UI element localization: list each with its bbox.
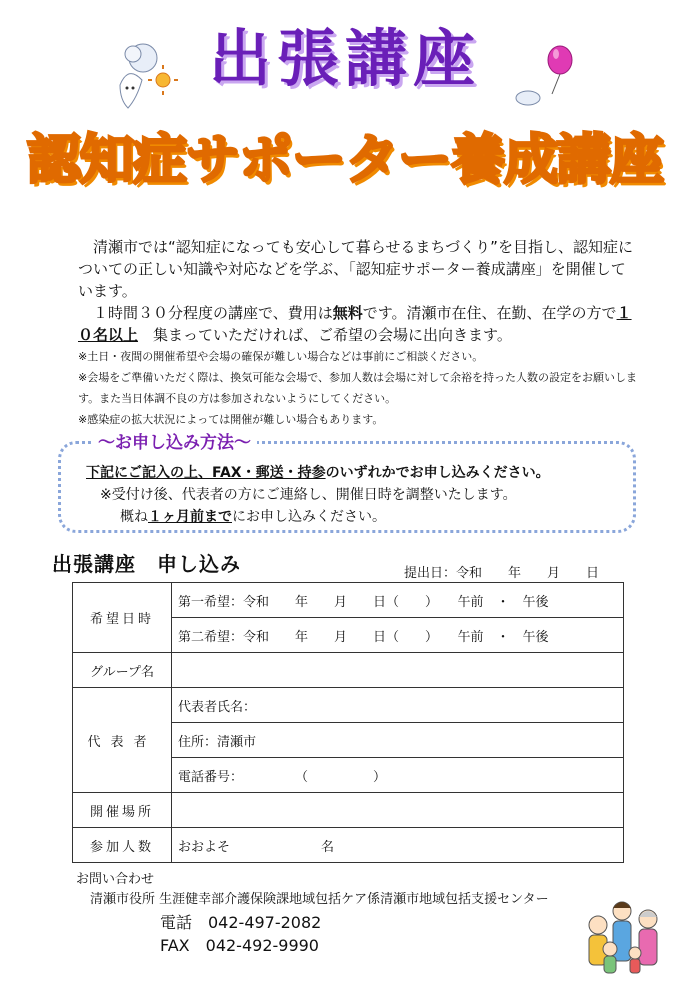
- contact-phone: 電話 042-497-2082: [160, 913, 322, 932]
- intro-paragraph-2: [78, 302, 638, 346]
- howto-line-1: [86, 462, 626, 484]
- howto-line-2: ※受付け後、代表者の方にご連絡し、開催日時を調整いたします。: [100, 487, 517, 503]
- date-first-choice[interactable]: 第一希望：令和 年 月 日（ ） 午前 ・ 午後: [172, 583, 624, 618]
- note-1: ※土日・夜間の開催希望や会場の確保が難しい場合などは事前にご相談ください。: [78, 350, 484, 363]
- note-2: ※会場をご準備いただく際は、換気可能な会場で、参加人数は会場に対して余裕を持った人数の設定をお願いします。また当日体調不良の方は参加されないようにしてください。: [78, 371, 637, 405]
- group-name-label: グループ名: [73, 653, 172, 688]
- deadline-highlight: １ヶ月前まで: [148, 509, 232, 525]
- howto-line-3-b: にお申し込みください。: [232, 509, 386, 525]
- intro-text-b: です。清瀬市在住、在勤、在学の方で: [362, 304, 617, 322]
- venue-label: 開催場所: [73, 793, 172, 828]
- contact-organization: 清瀬市役所 生涯健幸部介護保険課地域包括ケア係清瀬市地域包括支援センター: [90, 892, 549, 907]
- family-illustration: [578, 895, 670, 977]
- date-second-choice[interactable]: 第二希望：令和 年 月 日（ ） 午前 ・ 午後: [172, 618, 624, 653]
- howto-methods: 下記にご記入の上、FAX・郵送・持参: [86, 465, 326, 481]
- representative-phone-field[interactable]: 電話番号： （ ）: [172, 758, 624, 793]
- howto-line-3-a: 概ね: [120, 509, 148, 525]
- representative-address-field[interactable]: 住所：清瀬市: [172, 723, 624, 758]
- contact-fax: FAX 042-492-9990: [160, 936, 319, 955]
- free-highlight: 無料: [332, 304, 363, 322]
- form-title: 出張講座 申し込み: [52, 552, 241, 576]
- participant-count-label: 参加人数: [73, 828, 172, 863]
- representative-name-field[interactable]: 代表者氏名：: [172, 688, 624, 723]
- representative-label: 代表者: [73, 688, 172, 793]
- page-title-main: 認知症サポーター養成講座: [27, 128, 663, 191]
- table-row: [73, 583, 624, 618]
- venue-field[interactable]: [172, 793, 624, 828]
- notes: [78, 346, 638, 430]
- howto-title: ～お申し込み方法～: [92, 428, 257, 453]
- howto-line-3: [86, 506, 626, 528]
- contact-numbers: [160, 911, 321, 957]
- minimum-participants: １０名以上: [78, 304, 632, 344]
- submit-date[interactable]: 提出日：令和 年 月 日: [404, 566, 600, 581]
- table-row: [73, 688, 624, 723]
- intro-text: [78, 236, 638, 346]
- contact-heading: お問い合わせ: [76, 872, 155, 887]
- intro-text-c: 集まっていただければ、ご希望の会場に出向きます。: [153, 326, 512, 344]
- participant-count-field[interactable]: おおよそ 名: [172, 828, 624, 863]
- note-3: ※感染症の拡大状況によっては開催が難しい場合もあります。: [78, 413, 384, 426]
- date-label: 希望日時: [73, 583, 172, 653]
- intro-text-a: １時間３０分程度の講座で、費用は: [93, 304, 333, 322]
- table-row: [73, 793, 624, 828]
- application-form-table: [72, 582, 624, 863]
- howto-body: [86, 462, 626, 528]
- page-title-top: 出張講座: [208, 22, 481, 95]
- table-row: [73, 653, 624, 688]
- howto-line-1-rest: のいずれかでお申し込みください。: [325, 465, 550, 481]
- contact-info: [76, 870, 549, 910]
- group-name-field[interactable]: [172, 653, 624, 688]
- intro-paragraph-1: 清瀬市では“認知症になっても安心して暮らせるまちづくり”を目指し、認知症についての正しい知識や対応などを学ぶ、「認知症サポーター養成講座」を開催しています。: [78, 238, 633, 300]
- table-row: [73, 828, 624, 863]
